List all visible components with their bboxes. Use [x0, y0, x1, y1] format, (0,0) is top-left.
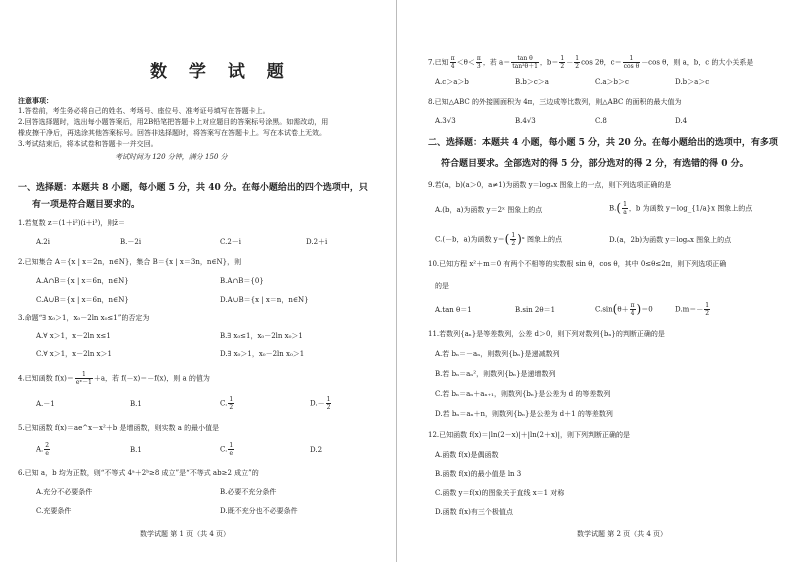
- q9-option-a: A.(b，a)为函数 y＝2ˣ 图象上的点: [435, 206, 543, 214]
- q8-stem: 8.已知△ABC 的外接圆面积为 4π，三边成等比数列，则△ABC 的面积的最大值为: [428, 98, 682, 106]
- q1-option-a: A.2i: [36, 238, 50, 246]
- q10-stem: 10.已知方程 x²＋m＝0 有两个不相等的实数根 sin θ，cos θ，其中 0≤θ≤2π，则下列选项正确: [428, 260, 727, 268]
- q3-option-c: C.∀ x＞1，x－2ln x＞1: [36, 350, 112, 358]
- q12-stem: 12.已知函数 f(x)＝|ln(2－x)|＋|ln(2＋x)|，则下列判断正确的是: [428, 431, 631, 439]
- q11-option-c: C.若 bₙ＝aₙ＋aₙ₊₁，则数列{bₙ}是公差为 d 的等差数列: [435, 390, 611, 398]
- q1-option-c: C.2－i: [220, 238, 242, 246]
- q11-option-d: D.若 bₙ＝aₙ＋n，则数列{bₙ}是公差为 d＋1 的等差数列: [435, 410, 613, 418]
- q4-option-c: C. $\frac{1}{2}$: [220, 396, 234, 411]
- q12-option-b: B.函数 f(x)的最小值是 ln 3: [435, 470, 522, 478]
- q8-option-c: C.8: [595, 117, 607, 125]
- q7-option-b: B.b＞c＞a: [515, 78, 549, 86]
- q8-option-a: A.3√3: [435, 117, 456, 125]
- notice-1: 1.答卷前，考生务必将自己的姓名、考场号、座位号、准考证号填写在答题卡上。: [18, 107, 270, 115]
- section2-heading: 二、选择题：本题共 4 小题，每小题 5 分，共 20 分。在每小题给出的选项中，有多项: [428, 138, 778, 148]
- section1-heading-cont: 有一项是符合题目要求的。: [32, 200, 141, 210]
- q6-option-a: A.充分不必要条件: [36, 488, 93, 496]
- q7-stem: 7.已知 $\frac{\pi}{4}$ ＜θ＜ $\frac{\pi}{3}$ ，若 a＝ $\frac{\text{tan θ}}{\text{tan²θ＋1}}$ ，b＝ $\frac{1}{2}$ － $\frac{1}{2}$ cos 2θ，c＝ $\frac{1}{\text{cos θ}}$ －cos θ，则 a，b，c 的大小关系是: [428, 55, 754, 70]
- q4-option-a: A.－1: [36, 400, 55, 408]
- q3-option-d: D.∃ x₀＞1，x₀－2ln x₀＞1: [220, 350, 305, 358]
- page-footer: 数学试题 第 2 页（共 4 页）: [577, 530, 668, 538]
- q10-option-a: A.tan θ＝1: [435, 306, 472, 314]
- q2-option-a: A.A∩B＝{x | x＝6n，n∈N}: [36, 277, 129, 285]
- q3-option-b: B.∃ x₀≤1，x₀－2ln x₀＞1: [220, 332, 303, 340]
- q12-option-c: C.函数 y＝f(x)的图象关于直线 x＝1 对称: [435, 489, 565, 497]
- q9-stem: 9.若(a，b)(a＞0，a≠1)为函数 y＝logₐx 图象上的一点，则下列选项正确的是: [428, 181, 672, 189]
- q5-option-d: D.2: [310, 446, 323, 454]
- q12-option-d: D.函数 f(x)有三个极值点: [435, 508, 513, 516]
- q2-option-b: B.A∩B＝{0}: [220, 277, 264, 285]
- q10-option-b: B.sin 2θ＝1: [515, 306, 556, 314]
- q12-option-a: A.函数 f(x)是偶函数: [435, 451, 499, 459]
- q7-option-a: A.c＞a＞b: [435, 78, 469, 86]
- q3-stem: 3.命题“∃ x₀＞1，x₀－2ln x₀≤1”的否定为: [18, 314, 150, 322]
- q2-option-c: C.A∪B＝{x | x＝6n，n∈N}: [36, 296, 129, 304]
- q1-stem: 1.若复数 z＝(1＋i²)(i＋i³)，则z̄＝: [18, 219, 125, 227]
- q9-option-c: C.(－b，a)为函数 y＝( $\frac{1}{2}$ )ˣ 图象上的点: [435, 232, 563, 247]
- page-title: 数 学 试 题: [150, 62, 292, 82]
- q6-option-b: B.必要不充分条件: [220, 488, 277, 496]
- q2-option-d: D.A∪B＝{x | x＝n，n∈N}: [220, 296, 309, 304]
- q7-option-d: D.b＞a＞c: [675, 78, 710, 86]
- q7-option-c: C.a＞b＞c: [595, 78, 629, 86]
- notice-heading: 注意事项：: [18, 96, 53, 105]
- notice-2b: 橡皮擦干净后，再选涂其他答案标号。回答非选择题时，将答案写在答题卡上。写在本试卷上无效。: [18, 129, 326, 137]
- q8-option-b: B.4√3: [515, 117, 536, 125]
- q6-option-c: C.充要条件: [36, 507, 72, 515]
- q4-option-d: D.－ $\frac{1}{2}$: [310, 396, 331, 411]
- q10-option-d: D.m＝－ $\frac{1}{2}$: [675, 302, 710, 317]
- q3-option-a: A.∀ x＞1，x－2ln x≤1: [36, 332, 111, 340]
- q9-option-b: B.( $\frac{1}{a}$ ，b 为函数 y＝log_{1/a}x 图象上的点: [609, 201, 753, 216]
- q11-option-b: B.若 bₙ＝aₙ²，则数列{bₙ}是递增数列: [435, 370, 556, 378]
- q5-stem: 5.已知函数 f(x)＝ae^x－x²＋b 是增函数，则实数 a 的最小值是: [18, 424, 220, 432]
- q5-option-a: A. $\frac{2}{e}$: [36, 442, 50, 457]
- q4-stem: 4.已知函数 f(x)＝ $\frac{1}{\text{eˣ－1}}$ ＋a，若 f(－x)＝－f(x)，则 a 的值为: [18, 371, 210, 386]
- q11-option-a: A.若 bₙ＝－aₙ，则数列{bₙ}是递减数列: [435, 350, 560, 358]
- page-right: [397, 0, 794, 562]
- q6-option-d: D.既不充分也不必要条件: [220, 507, 298, 515]
- q1-option-d: D.2＋i: [306, 238, 328, 246]
- section2-heading-cont: 符合题目要求。全部选对的得 5 分，部分选对的得 2 分，有选错的得 0 分。: [441, 159, 749, 169]
- section1-heading: 一、选择题：本题共 8 小题，每小题 5 分，共 40 分。在每小题给出的四个选项中，只: [18, 183, 368, 193]
- q2-stem: 2.已知集合 A＝{x | x＝2n，n∈N}，集合 B＝{x | x＝3n，n∈N}，则: [18, 258, 242, 266]
- notice-2a: 2.回答选择题时，选出每小题答案后，用2B铅笔把答题卡上对应题目的答案标号涂黑。如需改动，用: [18, 118, 329, 126]
- q10-option-c: C.sin(θ＋ $\frac{\pi}{4}$ )＝0: [595, 302, 653, 317]
- exam-info: 考试时间为 120 分钟，满分 150 分: [115, 153, 228, 161]
- q11-stem: 11.若数列{aₙ}是等差数列，公差 d＞0，则下列对数列{bₙ}的判断正确的是: [428, 330, 665, 338]
- q5-option-c: C. $\frac{1}{e}$: [220, 442, 234, 457]
- q9-option-d: D.(a，2b)为函数 y＝logₐx 图象上的点: [609, 236, 732, 244]
- q10-stem-cont: 的是: [435, 282, 449, 290]
- q8-option-d: D.4: [675, 117, 688, 125]
- page-footer: 数学试题 第 1 页（共 4 页）: [140, 530, 231, 538]
- q4-fraction: $\frac{1}{\text{eˣ－1}}$: [75, 371, 92, 386]
- q4-option-b: B.1: [130, 400, 142, 408]
- notice-3: 3.考试结束后，将本试卷和答题卡一并交回。: [18, 140, 158, 148]
- q6-stem: 6.已知 a，b 均为正数，则“不等式 4ᵃ＋2ᵇ≥8 成立”是“不等式 ab≥2 成立”的: [18, 469, 259, 477]
- q1-option-b: B.－2i: [120, 238, 142, 246]
- q5-option-b: B.1: [130, 446, 142, 454]
